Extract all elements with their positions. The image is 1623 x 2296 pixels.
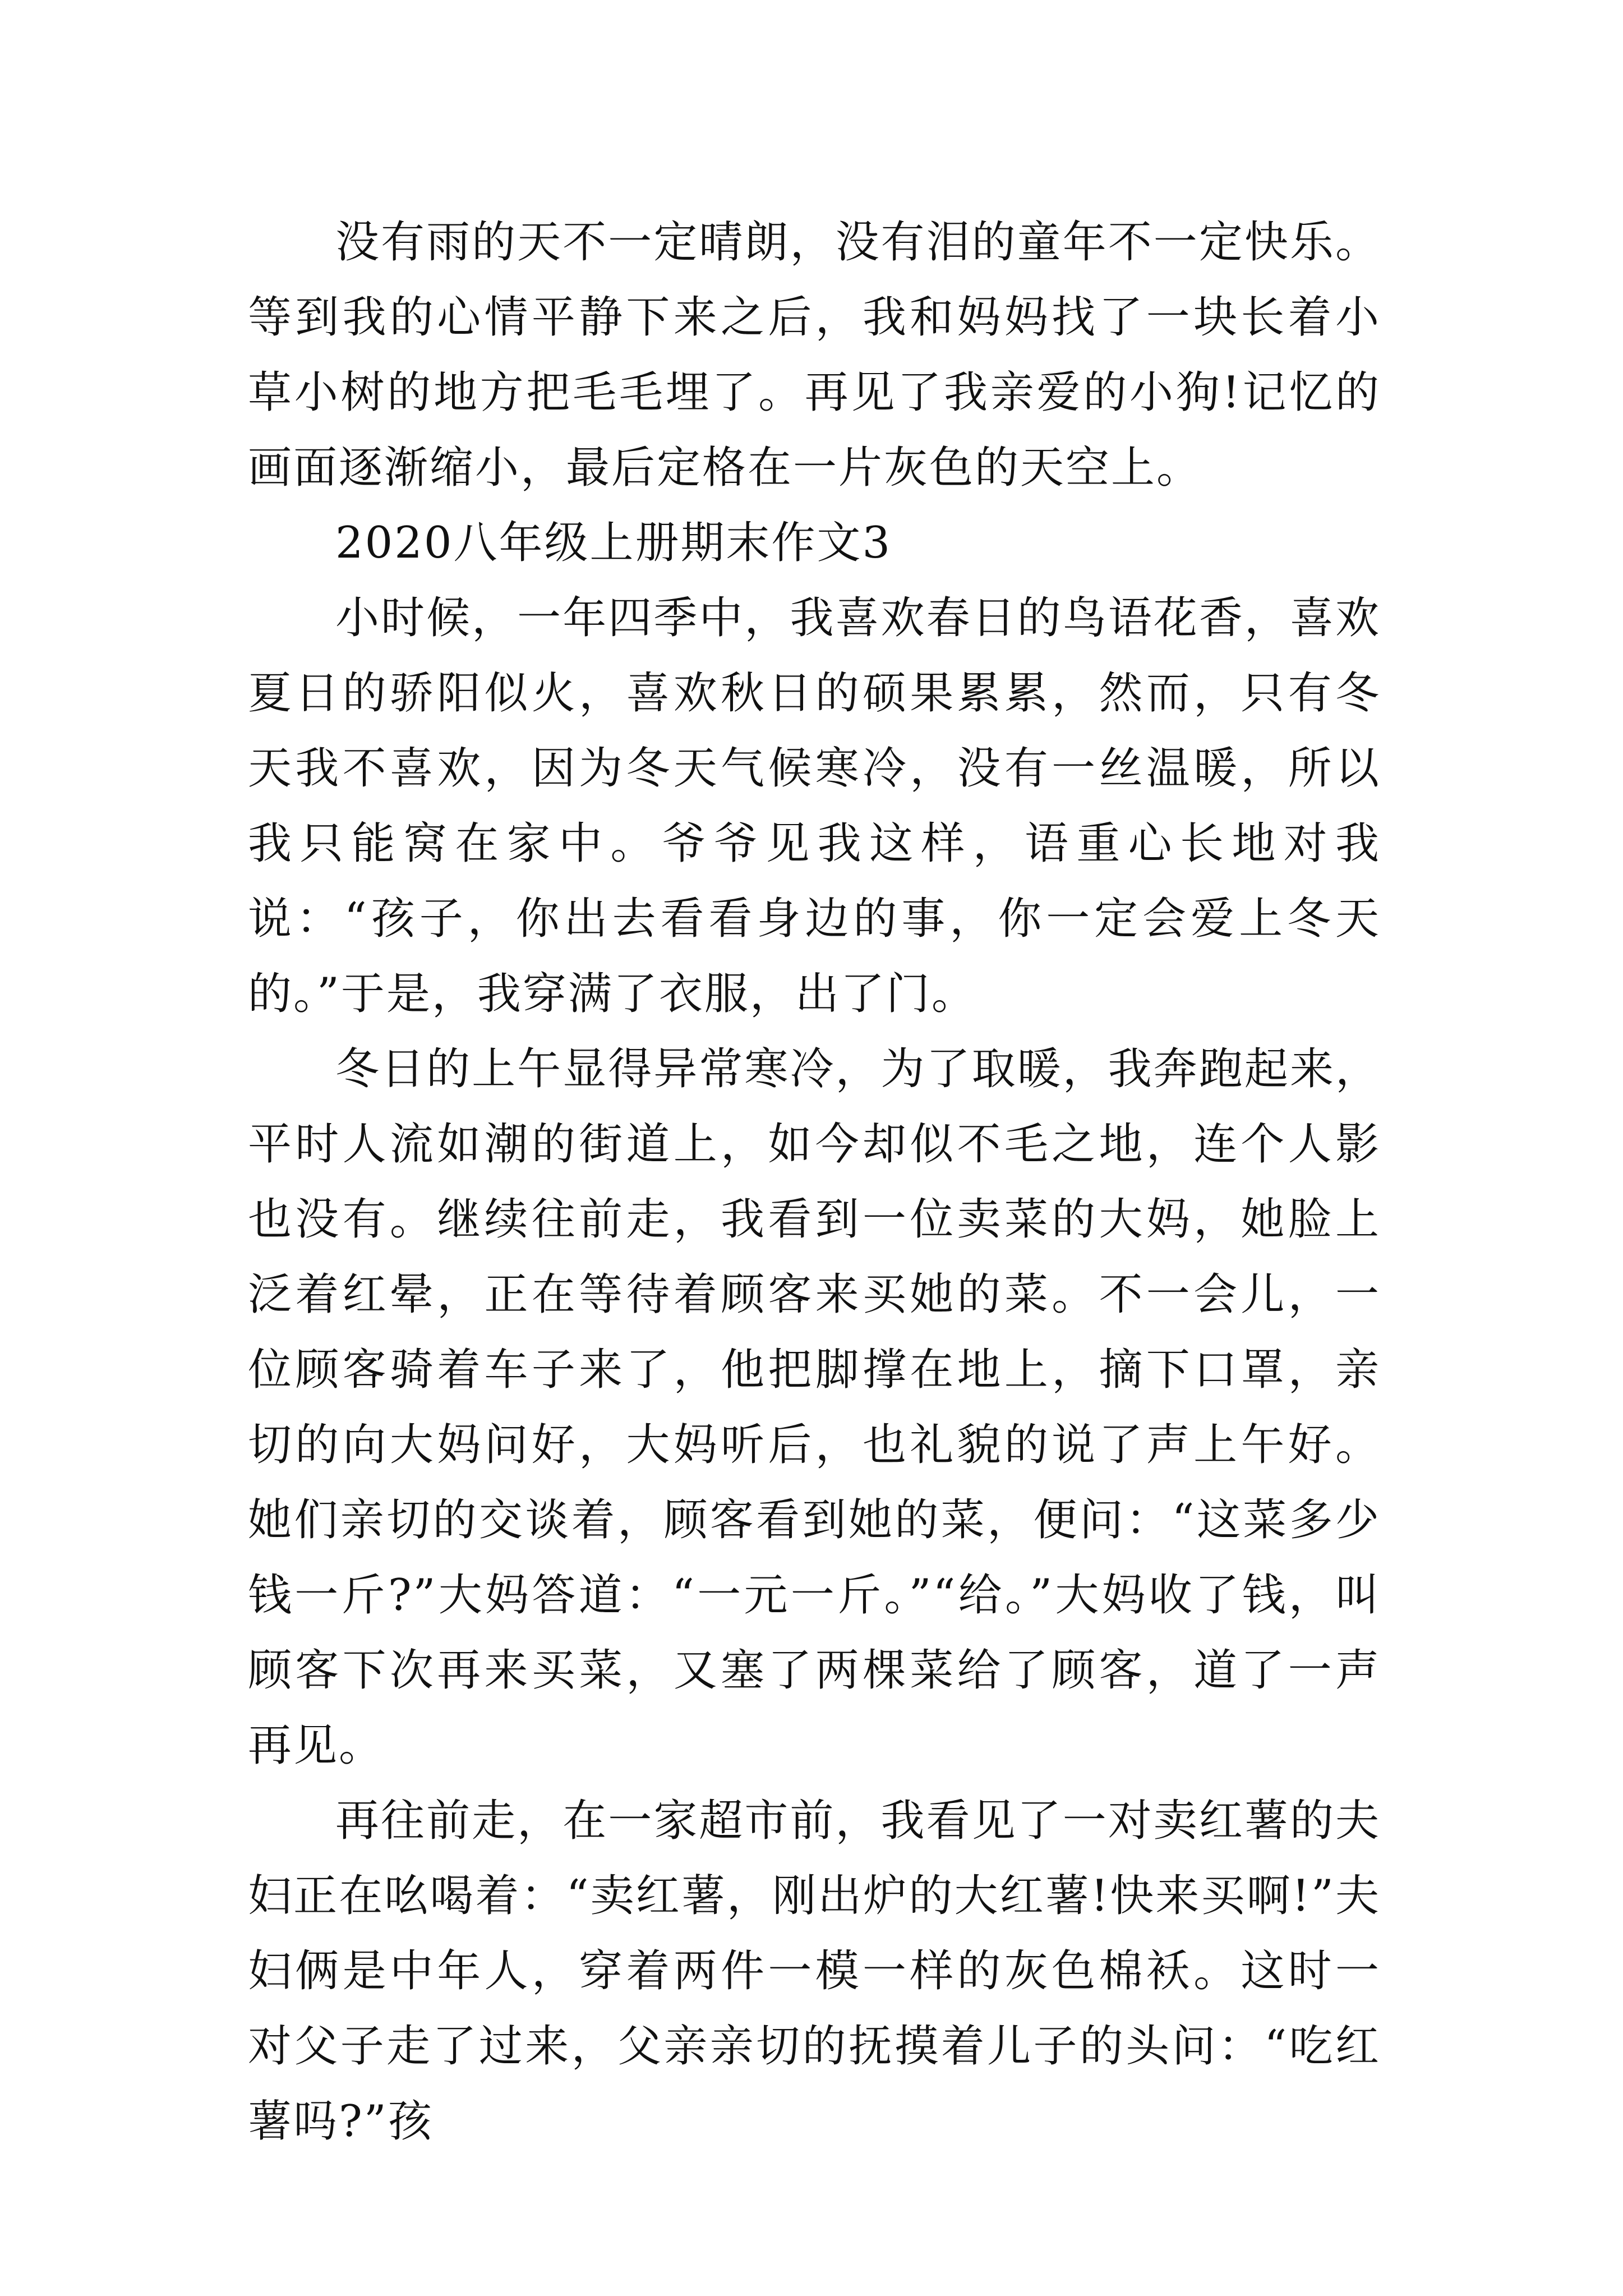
document-body	[248, 205, 1381, 2159]
paragraph-1: 没有雨的天不一定晴朗，没有泪的童年不一定快乐。等到我的心情平静下来之后，我和妈妈找了一块长着小草小树的地方把毛毛埋了。再见了我亲爱的小狗!记忆的画面逐渐缩小，最后定格在一片灰色的天空上。	[248, 217, 1381, 493]
essay-heading: 2020八年级上册期末作文3	[335, 518, 892, 568]
paragraph-2: 小时候，一年四季中，我喜欢春日的鸟语花香，喜欢夏日的骄阳似火，喜欢秋日的硕果累累，然而，只有冬天我不喜欢，因为冬天气候寒冷，没有一丝温暖，所以我只能窝在家中。爷爷见我这样，语重心长地对我说：“孩子，你出去看看身边的事，你一定会爱上冬天的。”于是，我穿满了衣服，出了门。	[248, 593, 1381, 1019]
paragraph-4: 再往前走，在一家超市前，我看见了一对卖红薯的夫妇正在吆喝着：“卖红薯，刚出炉的大红薯!快来买啊!”夫妇俩是中年人，穿着两件一模一样的灰色棉袄。这时一对父子走了过来，父亲亲切的抚摸着儿子的头问：“吃红薯吗?”孩	[248, 1796, 1381, 2147]
paragraph-3: 冬日的上午显得异常寒冷，为了取暖，我奔跑起来，平时人流如潮的街道上，如今却似不毛之地，连个人影也没有。继续往前走，我看到一位卖菜的大妈，她脸上泛着红晕，正在等待着顾客来买她的菜。不一会儿，一位顾客骑着车子来了，他把脚撑在地上，摘下口罩，亲切的向大妈问好，大妈听后，也礼貌的说了声上午好。她们亲切的交谈着，顾客看到她的菜，便问：“这菜多少钱一斤?”大妈答道：“一元一斤。”“给。”大妈收了钱，叫顾客下次再来买菜，又塞了两棵菜给了顾客，道了一声再见。	[248, 1044, 1381, 1771]
